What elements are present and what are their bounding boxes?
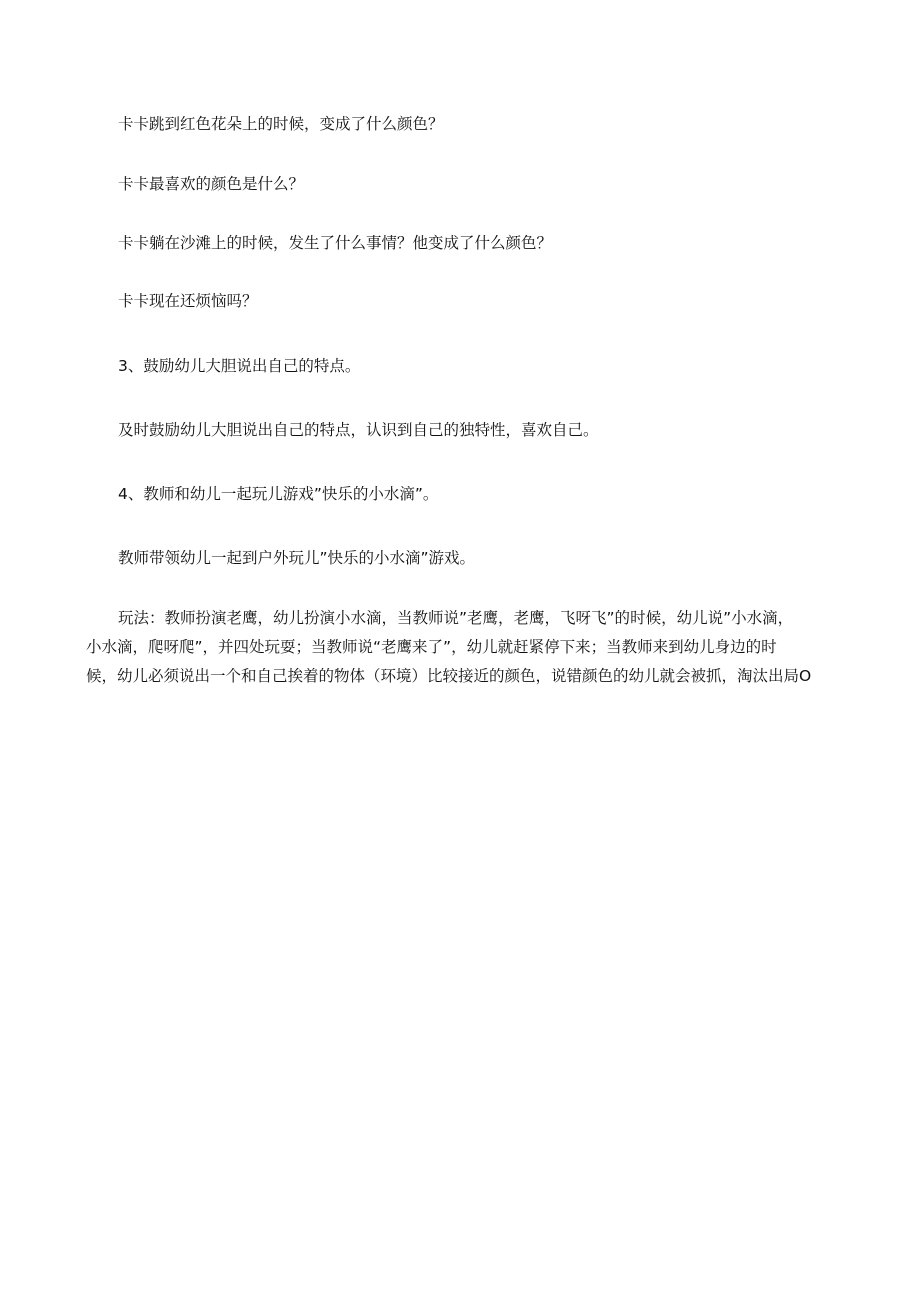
gameplay-line: 玩法：教师扮演老鹰，幼儿扮演小水滴，当教师说”老鹰，老鹰，飞呀飞”的时候，幼儿说”小水滴， [118,609,794,627]
gameplay-line: 候，幼儿必须说出一个和自己挨着的物体（环境）比较接近的颜色，说错颜色的幼儿就会被抓，淘汰出局O [86,667,812,685]
step-4-body: 教师带领幼儿一起到户外玩儿”快乐的小水滴”游戏。 [118,549,476,567]
step-4-heading: 4、教师和幼儿一起玩儿游戏”快乐的小水滴”。 [118,485,439,503]
gameplay-line: 小水滴，爬呀爬”，并四处玩耍；当教师说“老鹰来了”，幼儿就赶紧停下来；当教师来到幼儿身边的时 [86,638,777,656]
step-3-body: 及时鼓励幼儿大胆说出自己的特点，认识到自己的独特性，喜欢自己。 [118,421,599,439]
question-still-worried: 卡卡现在还烦恼吗？ [118,292,258,310]
gameplay-paragraph [86,604,826,691]
question-beach: 卡卡躺在沙滩上的时候，发生了什么事情？他变成了什么颜色？ [118,234,553,252]
question-red-flower: 卡卡跳到红色花朵上的时候，变成了什么颜色？ [118,115,444,133]
step-3-heading: 3、鼓励幼儿大胆说出自己的特点。 [118,357,361,375]
question-favorite-color: 卡卡最喜欢的颜色是什么？ [118,175,305,193]
